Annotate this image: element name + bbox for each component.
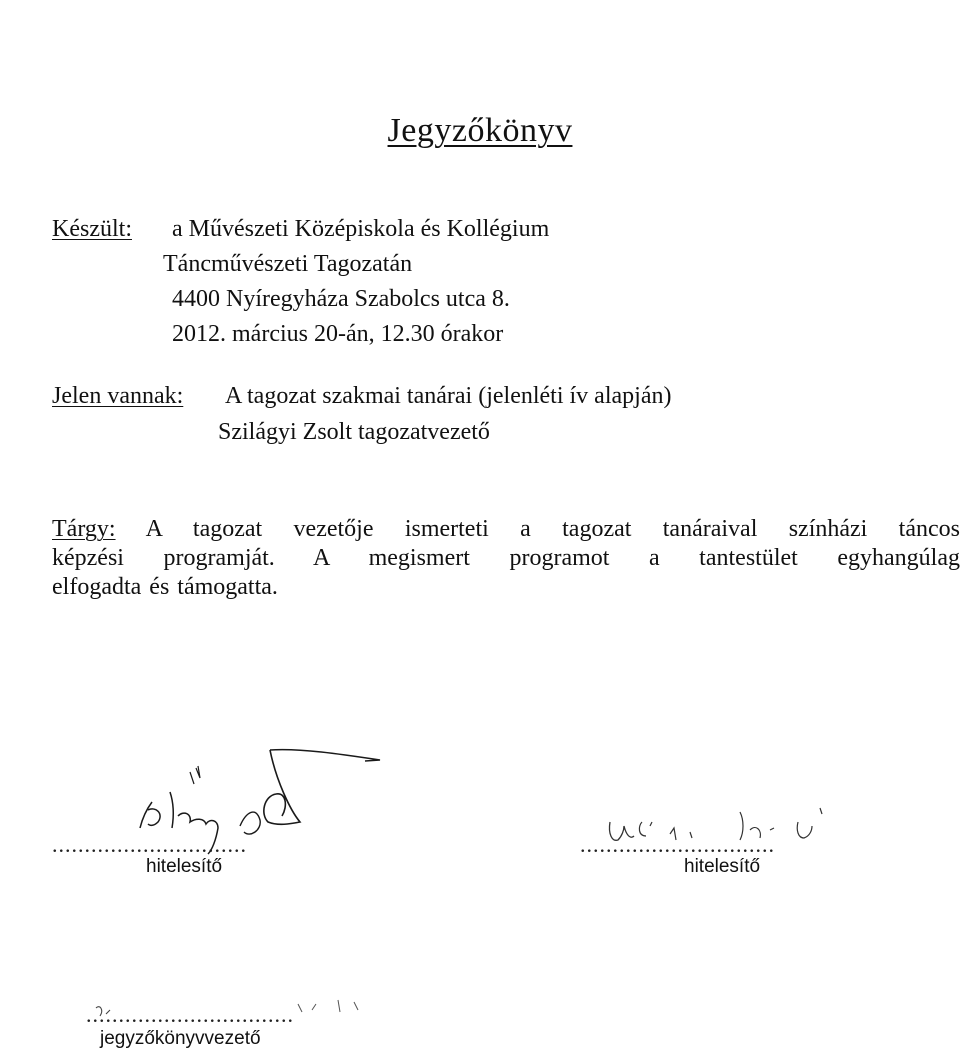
subject-row-1 [52, 515, 960, 544]
document-title-text: Jegyzőkönyv [387, 112, 573, 149]
subject-line-2: képzési programját. A megismert programot a tantestület egyhangúlag [52, 545, 960, 571]
made-line-3: 4400 Nyíregyháza Szabolcs utca 8. [172, 286, 510, 312]
signature-right-dots: .............................. [580, 832, 775, 857]
signature-recorder-dots: ................................ [86, 1002, 294, 1027]
subject-label: Tárgy: [52, 516, 116, 542]
present-label: Jelen vannak: [52, 383, 184, 409]
subject-line-1: A tagozat vezetője ismerteti a tagozat tanáraival színházi táncos [145, 516, 960, 542]
recorder-label: jegyzőkönyvvezető [100, 1028, 261, 1049]
present-line-1: A tagozat szakmai tanárai (jelenléti ív alapján) [225, 383, 672, 409]
authenticator-right-label: hitelesítő [684, 856, 761, 877]
made-label: Készült: [52, 216, 132, 242]
authenticator-left-label: hitelesítő [146, 856, 223, 877]
made-line-1: a Művészeti Középiskola és Kollégium [172, 216, 550, 242]
subject-line-3: elfogadta és támogatta. [52, 574, 278, 600]
made-line-2: Táncművészeti Tagozatán [163, 251, 413, 277]
present-line-2: Szilágyi Zsolt tagozatvezető [218, 419, 490, 445]
signature-left-dots: .............................. [52, 832, 247, 857]
made-line-4: 2012. március 20-án, 12.30 órakor [172, 321, 504, 347]
subject-paragraph [52, 515, 960, 602]
document-title [0, 112, 960, 150]
